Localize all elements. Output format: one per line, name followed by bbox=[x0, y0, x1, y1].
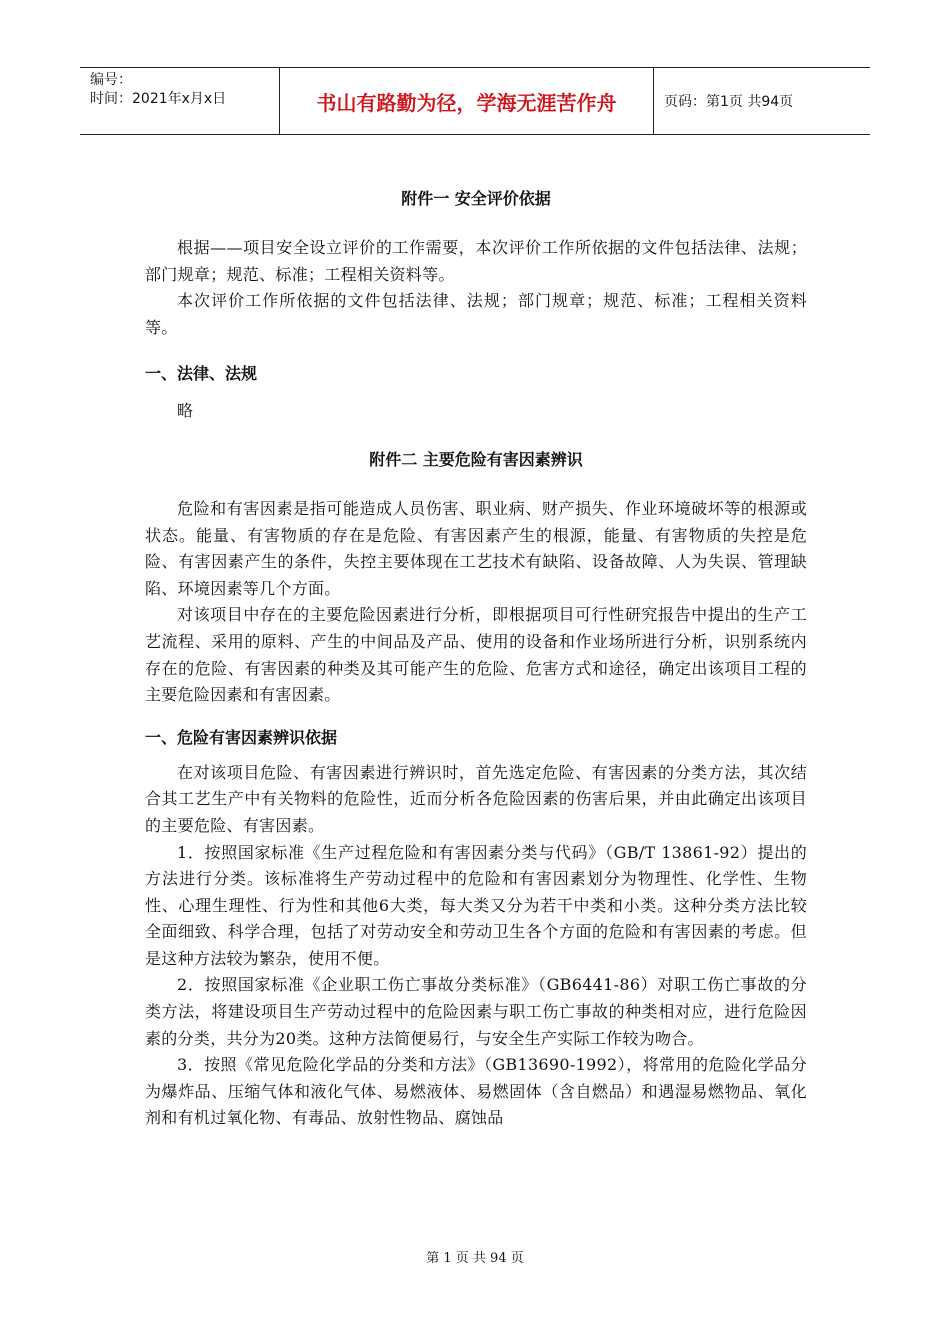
page-header bbox=[80, 67, 870, 135]
section-heading: 一、危险有害因素辨识依据 bbox=[145, 727, 338, 747]
paragraph: 在对该项目危险、有害因素进行辨识时，首先选定危险、有害因素的分类方法，其次结合其工艺生产中有关物料的危险性，近而分析各危险因素的伤害后果，并由此确定出该项目的主要危险、有害因素。 bbox=[145, 762, 807, 835]
appendix-2-title: 附件二 主要危险有害因素辨识 bbox=[369, 449, 583, 469]
appendix-1-title: 附件一 安全评价依据 bbox=[401, 189, 551, 208]
header-meta bbox=[80, 68, 280, 134]
document-date: 时间：2021年x月x日 bbox=[90, 91, 227, 107]
paragraph: 危险和有害因素是指可能造成人员伤害、职业病、财产损失、作业环境破坏等的根源或状态。能量、有害物质的存在是危险、有害因素产生的根源，能量、有害物质的失控是危险、有害因素产生的条件，失控主要体现在工艺技术有缺陷、设备故障、人为失误、管理缺陷、环境因素等几个方面。 bbox=[145, 498, 807, 598]
section-heading: 一、法律、法规 bbox=[145, 364, 258, 384]
paragraph: 根据——项目安全设立评价的工作需要，本次评价工作所依据的文件包括法律、法规；部门规章；规范、标准；工程相关资料等。 bbox=[145, 238, 807, 284]
paragraph: 本次评价工作所依据的文件包括法律、法规；部门规章；规范、标准；工程相关资料等。 bbox=[145, 291, 807, 337]
header-page-number: 页码：第1页 共94页 bbox=[664, 94, 794, 110]
paragraph: 略 bbox=[177, 401, 194, 421]
page-footer: 第 1 页 共 94 页 bbox=[426, 1251, 524, 1266]
document-number: 编号： bbox=[90, 72, 132, 88]
header-motto: 书山有路勤为径，学海无涯苦作舟 bbox=[280, 68, 654, 134]
document-body bbox=[145, 180, 807, 1132]
paragraph: 3．按照《常见危险化学品的分类和方法》（GB13690-1992），将常用的危险化学品分为爆炸品、压缩气体和液化气体、易燃液体、易燃固体（含自燃品）和遇湿易燃物品、氧化剂和有机过氧化物、有毒品、放射性物品、腐蚀品 bbox=[145, 1055, 807, 1128]
paragraph: 2．按照国家标准《企业职工伤亡事故分类标准》（GB6441-86）对职工伤亡事故的分类方法，将建设项目生产劳动过程中的危险因素与职工伤亡事故的种类相对应，进行危险因素的分类，共分为20类。这种方法简便易行，与安全生产实际工作较为吻合。 bbox=[145, 975, 807, 1048]
paragraph: 对该项目中存在的主要危险因素进行分析，即根据项目可行性研究报告中提出的生产工艺流程、采用的原料、产生的中间品及产品、使用的设备和作业场所进行分析，识别系统内存在的危险、有害因素的种类及其可能产生的危险、危害方式和途径，确定出该项目工程的主要危险因素和有害因素。 bbox=[145, 605, 807, 705]
paragraph: 1．按照国家标准《生产过程危险和有害因素分类与代码》（GB/T 13861-92）提出的方法进行分类。该标准将生产劳动过程中的危险和有害因素划分为物理性、化学性、生物性、心理生理性、行为性和其他6大类，每大类又分为若干中类和小类。这种分类方法比较全面细致、科学合理，包括了对劳动安全和劳动卫生各个方面的危险和有害因素的考虑。但是这种方法较为繁杂，使用不便。 bbox=[145, 842, 807, 968]
